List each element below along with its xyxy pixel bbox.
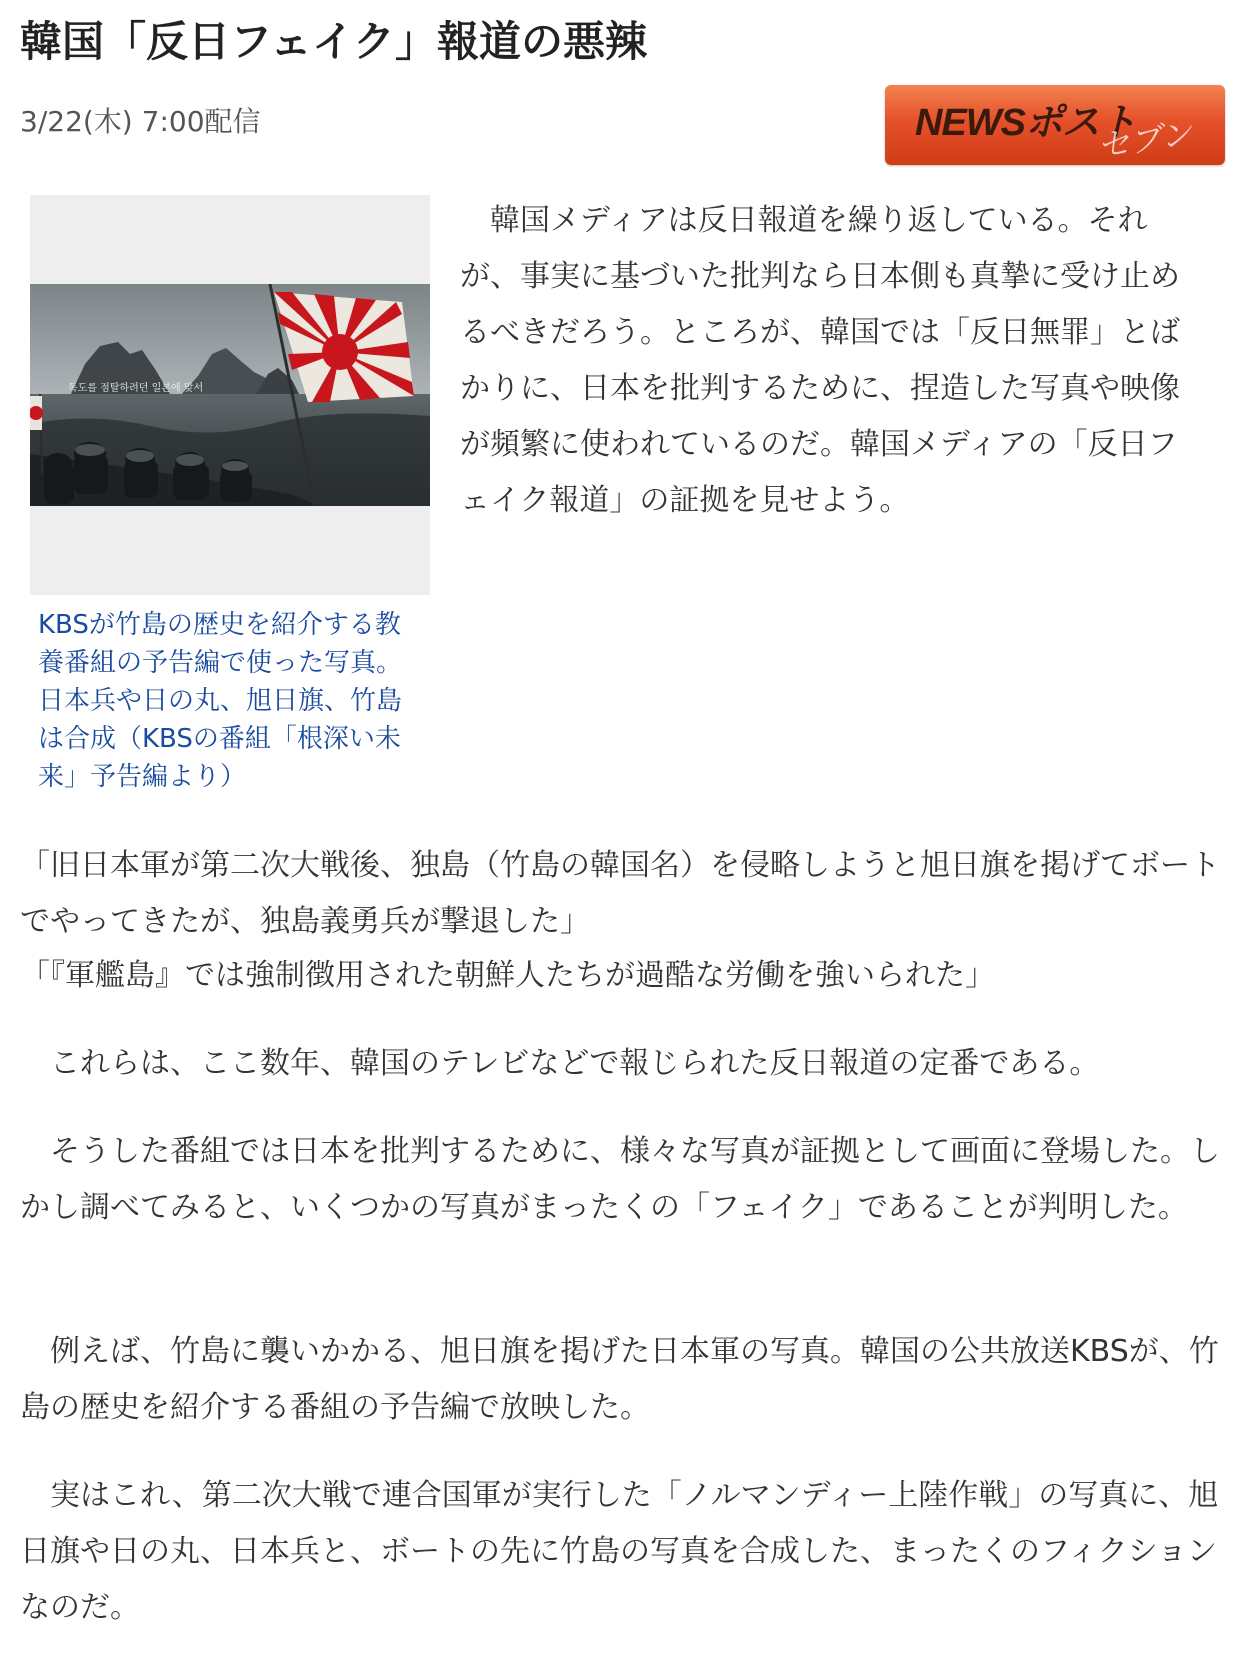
photo-overlay-text: 독도를 점탈하려던 일본에 맞서 bbox=[68, 383, 204, 394]
body-paragraph: これらは、ここ数年、韓国のテレビなどで報じられた反日報道の定番である。 bbox=[20, 1046, 1100, 1081]
photo-image bbox=[30, 284, 430, 506]
quote-paragraph: 「『軍艦島』では強制徴用された朝鮮人たちが過酷な労働を強いられた」 bbox=[20, 958, 995, 993]
quote-paragraph: 「旧日本軍が第二次大戦後、独島（竹島の韓国名）を侵略しようと旭日旗を掲げてボートでやってきたが、独島義勇兵が撃退した」 bbox=[20, 848, 1220, 939]
body-paragraph: 例えば、竹島に襲いかかる、旭日旗を掲げた日本軍の写真。韓国の公共放送KBSが、竹島の歴史を紹介する番組の予告編で放映した。 bbox=[20, 1334, 1219, 1425]
publish-dateline: 3/22(木) 7:00配信 bbox=[20, 105, 261, 138]
news-post-seven-logo[interactable] bbox=[885, 85, 1225, 165]
body-paragraph: そうした番組では日本を批判するために、様々な写真が証拠として画面に登場した。しかし調べてみると、いくつかの写真がまったくの「フェイク」であることが判明した。 bbox=[20, 1134, 1220, 1225]
intro-paragraph: 韓国メディアは反日報道を繰り返している。それが、事実に基づいた批判なら日本側も真摯に受け止めるべきだろう。ところが、韓国では「反日無罪」とばかりに、日本を批判するために、捏造した写真や映像が頻繁に使われているのだ。韓国メディアの「反日フェイク報道」の証拠を見せよう。 bbox=[460, 203, 1180, 518]
photo-caption: KBSが竹島の歴史を紹介する教養番組の予告編で使った写真。日本兵や日の丸、旭日旗、竹島は合成（KBSの番組「根深い未来」予告編より） bbox=[38, 610, 403, 792]
body-paragraph: 実はこれ、第二次大戦で連合国軍が実行した「ノルマンディー上陸作戦」の写真に、旭日旗や日の丸、日本兵と、ボートの先に竹島の写真を合成した、まったくのフィクションなのだ。 bbox=[20, 1478, 1219, 1625]
logo-sub-text: セブン bbox=[1095, 115, 1195, 165]
logo-main-text: NEWSポスト bbox=[915, 102, 1137, 144]
article-title: 韓国「反日フェイク」報道の悪辣 bbox=[20, 17, 648, 66]
article-photo[interactable] bbox=[30, 195, 430, 595]
